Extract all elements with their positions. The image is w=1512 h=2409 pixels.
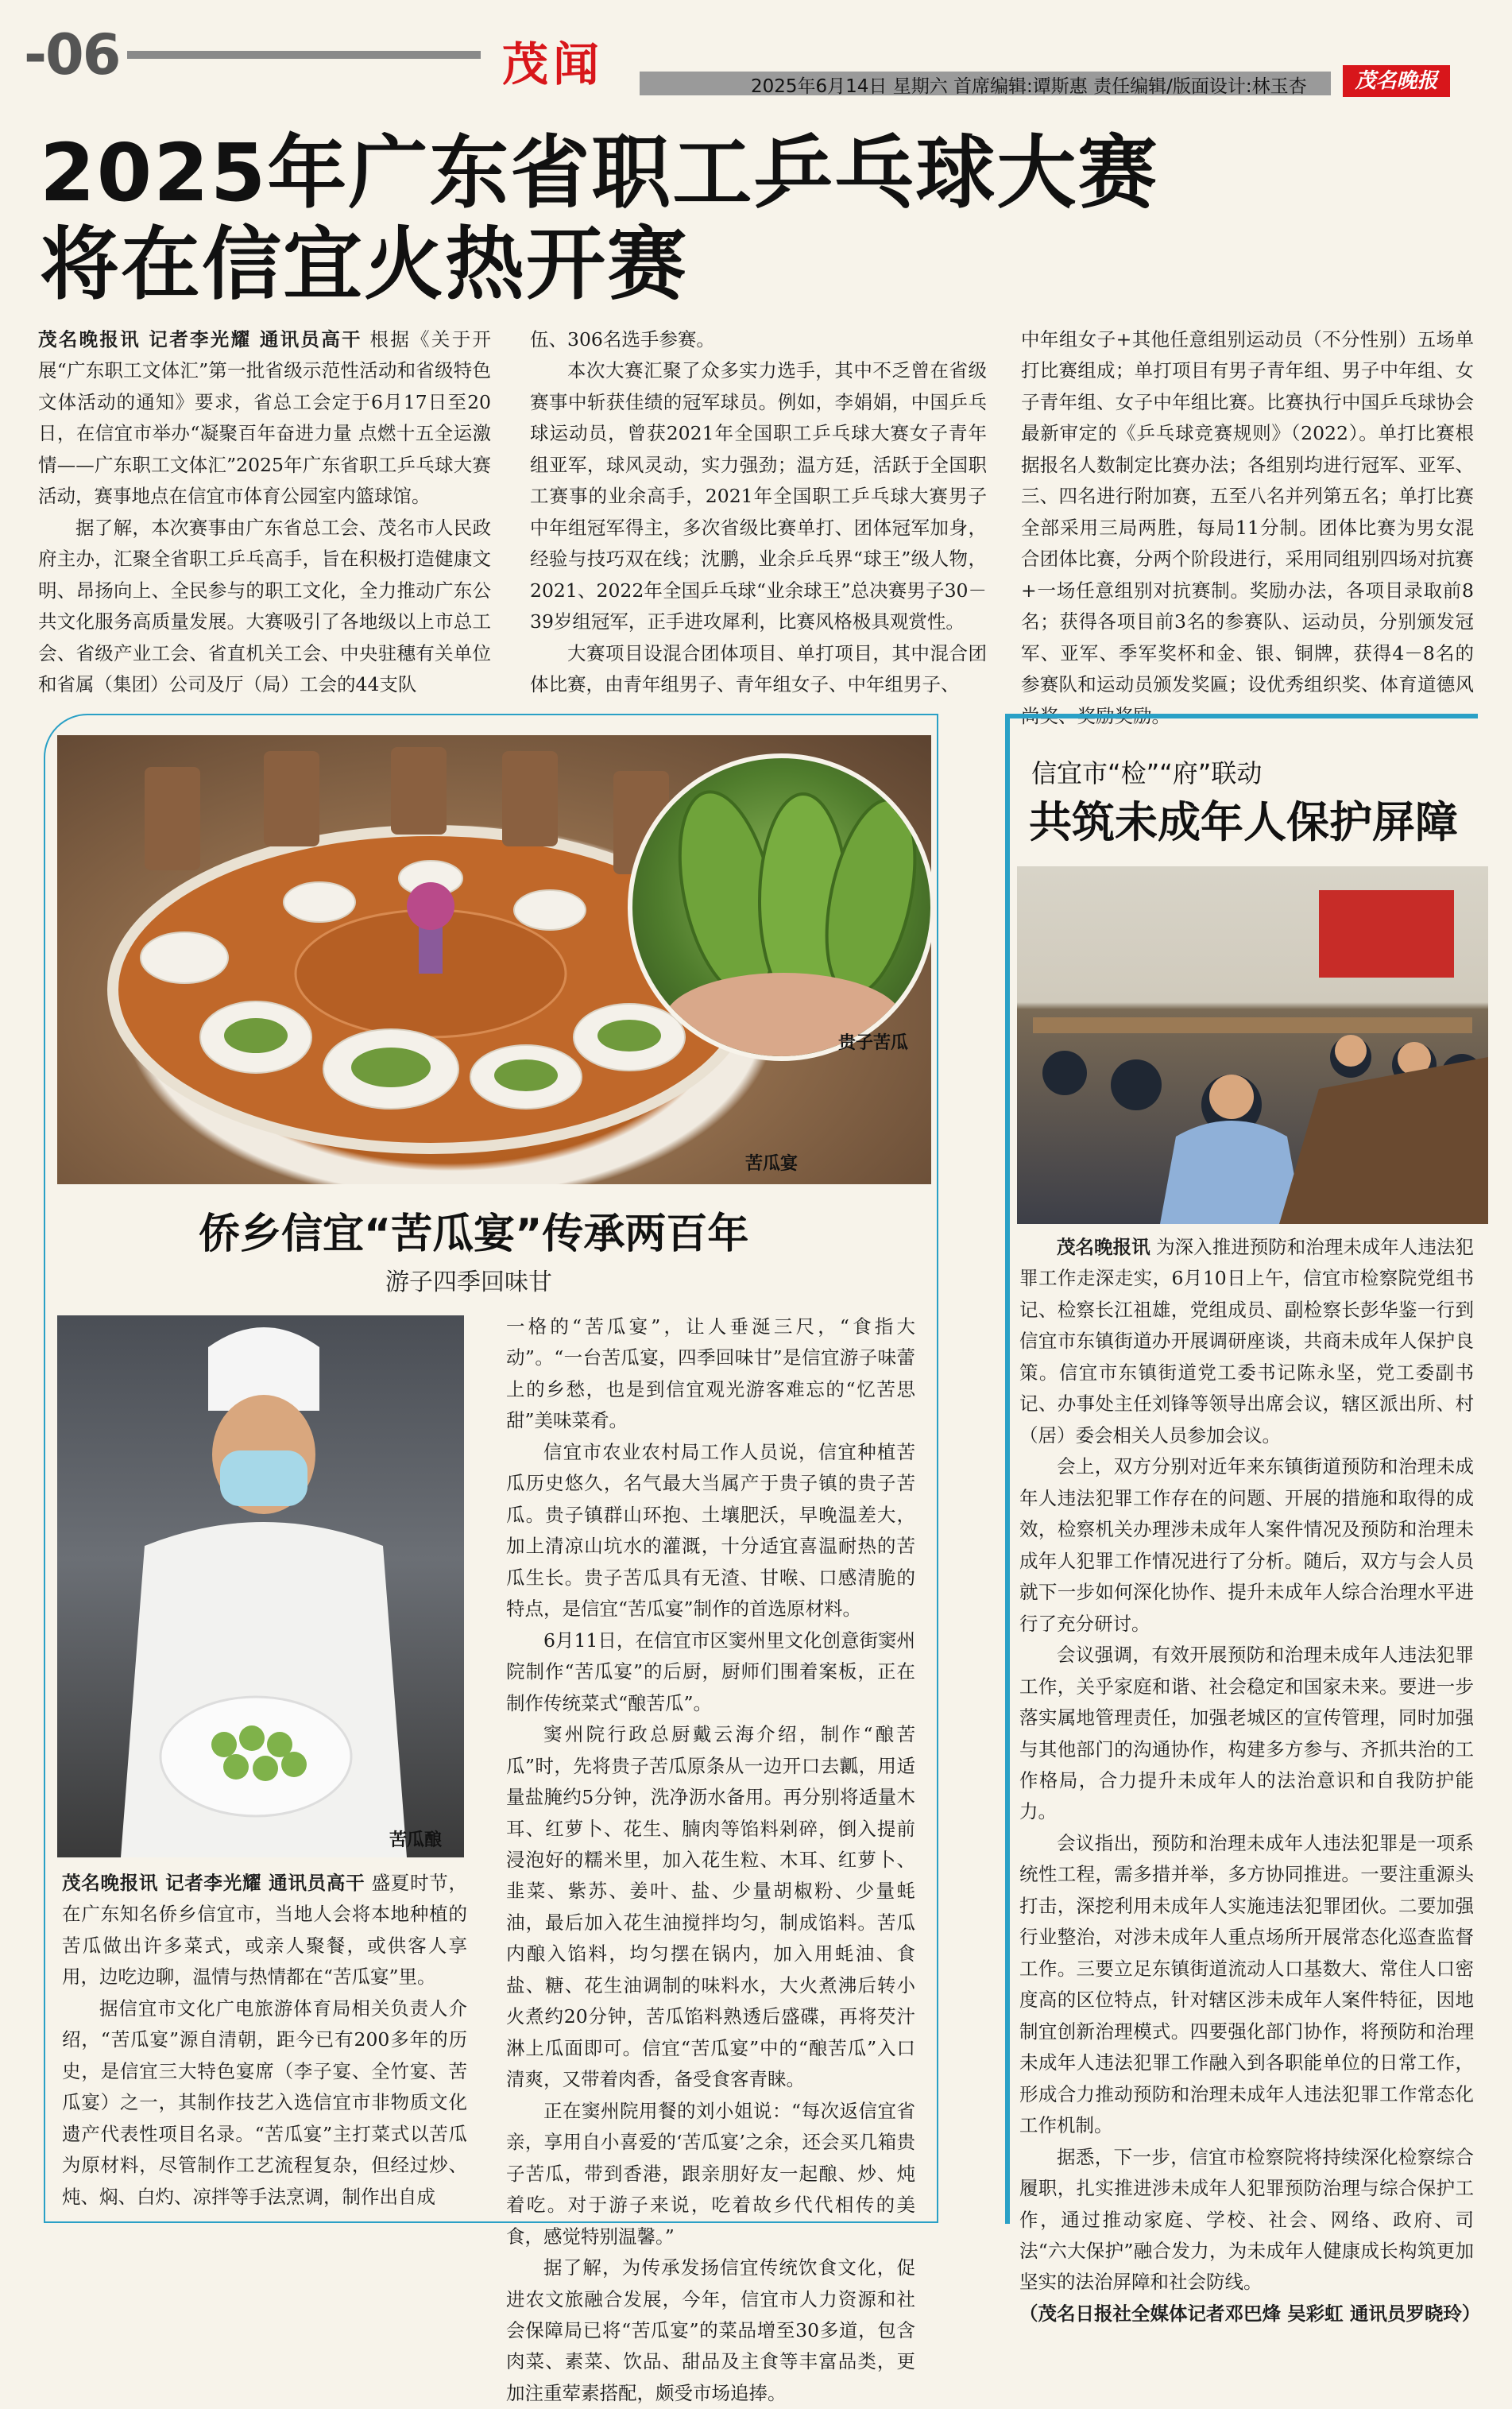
header-info: 2025年6月14日 星期六 首席编辑:谭斯惠 责任编辑/版面设计:林玉杏 (751, 76, 1307, 97)
byline: 茂名晚报讯 (1057, 1236, 1150, 1258)
headline-line1: 2025年广东省职工乒乓球大赛 (40, 126, 1159, 219)
masthead-logo: 茂名晚报 (1343, 65, 1450, 97)
paragraph: 会议强调，有效开展预防和治理未成年人违法犯罪工作，关乎家庭和谐、社会稳定和国家未来。要进一步落实属地管理责任，加强老城区的宣传管理，同时加强与其他部门的沟通协作，构建多方参与、齐抓共治的工作格局，合力提升未成年人的法治意识和自我防护能力。 (1019, 1644, 1474, 1823)
paragraph: 会议指出，预防和治理未成年人违法犯罪是一项系统性工程，需多措并举，多方协同推进。一要注重源头打击，深挖利用未成年人实施违法犯罪团伙。二要加强行业整治，对涉未成年人重点场所开展常态化巡查监督工作。三要立足东镇街道流动人口基数大、常住人口密度高的区位特点，针对辖区涉未成年人案件特征，因地制宜创新治理模式。四要强化部门协作，将预防和治理未成年人违法犯罪工作融入到各职能单位的日常工作，形成合力推动预防和治理未成年人违法犯罪工作常态化工作机制。 (1019, 1831, 1474, 2137)
paragraph: 一格的“苦瓜宴”，让人垂涎三尺，“食指大动”。“一台苦瓜宴，四季回味甘”是信宜游子味蕾上的乡愁，也是到信宜观光游客难忘的“忆苦思甜”美味菜肴。 (506, 1315, 915, 1432)
headline-line2: 将在信宜火热开赛 (40, 218, 688, 311)
paragraph: 据了解，为传承发扬信宜传统饮食文化，促进农文旅融合发展，今年，信宜市人力资源和社会保障局已将“苦瓜宴”的菜品增至30多道，包含肉菜、素菜、饮品、甜品及主食等丰富品类，更加注重荤素搭配，颇受市场追捧。 (506, 2256, 915, 2404)
paragraph: 据信宜市文化广电旅游体育局相关负责人介绍，“苦瓜宴”源自清朝，距今已有200多年的历史，是信宜三大特色宴席（李子宴、全竹宴、苦瓜宴）之一，其制作技艺入选信宜市非物质文化遗产代表性项目名录。“苦瓜宴”主打菜式以苦瓜为原材料，尽管制作工艺流程复杂，但经过炒、炖、焖、白灼、凉拌等手法烹调，制作出自成 (62, 1997, 467, 2208)
side-article-body (1019, 1232, 1481, 2330)
chef-illustration (57, 1315, 464, 1857)
paragraph-text: 根据《关于开展“广东职工文体汇”第一批省级示范性活动和省级特色文体活动的通知》要求，省总工会定于6月17日至20日，在信宜市举办“凝聚百年奋进力量 点燃十五全运激情——广东职工文体汇”2025年广东省职工乒乓球大赛活动，赛事地点在信宜市体育公园室内篮球馆。 (38, 328, 491, 508)
paragraph: 伍、306名选手参赛。 (530, 328, 715, 351)
feature-subtitle: 游子四季回味甘 (385, 1268, 552, 1296)
side-kicker: 信宜市“检”“府”联动 (1031, 758, 1263, 788)
paragraph: 据悉，下一步，信宜市检察院将持续深化检察综合履职，扎实推进涉未成年人犯罪预防治理与综合保护工作，通过推动家庭、学校、社会、网络、政府、司法“六大保护”融合发力，为未成年人健康成长构筑更加坚实的法治屏障和社会防线。 (1019, 2145, 1474, 2294)
paragraph: 信宜市农业农村局工作人员说，信宜种植苦瓜历史悠久，名气最大当属产于贵子镇的贵子苦瓜。贵子镇群山环抱、土壤肥沃，早晚温差大，加上清凉山坑水的灌溉，十分适宜喜温耐热的苦瓜生长。贵子苦瓜具有无渣、甘喉、口感清脆的特点，是信宜“苦瓜宴”制作的首选原材料。 (506, 1440, 915, 1621)
paragraph: 本次大赛汇聚了众多实力选手，其中不乏曾在省级赛事中斩获佳绩的冠军球员。例如，李娟娟，中国乒乓球运动员，曾获2021年全国职工乒乓球大赛女子青年组亚军，球风灵动，实力强劲；温方廷，活跃于全国职工赛事的业余高手，2021年全国职工乒乓球大赛男子中年组冠军得主，多次省级比赛单打、团体冠军加身，经验与技巧双在线；沈鹏，业余乒乓界“球王”级人物，2021、2022年全国乒乓球“业余球王”总决赛男子30－39岁组冠军，正手进攻犀利，比赛风格极具观赏性。 (530, 359, 987, 633)
paragraph: 窦州院行政总厨戴云海介绍，制作“酿苦瓜”时，先将贵子苦瓜原条从一边开口去瓤，用适量盐腌约5分钟，洗净沥水备用。再分别将适量木耳、红萝卜、花生、腩肉等馅料剁碎，倒入提前浸泡好的糯米里，加入花生粒、木耳、红萝卜、韭菜、紫苏、姜叶、盐、少量胡椒粉、少量蚝油，最后加入花生油搅拌均匀，制成馅料。苦瓜内酿入馅料，均匀摆在锅内，加入用蚝油、食盐、糖、花生油调制的味料水，大火煮沸后转小火煮约20分钟，苦瓜馅料熟透后盛碟，再将芡汁淋上瓜面即可。信宜“苦瓜宴”中的“酿苦瓜”入口清爽，又带着肉香，备受食客青睐。 (506, 1723, 915, 2091)
chef-photo (57, 1315, 464, 1857)
feature-col-right (506, 1311, 915, 2409)
paragraph: 据了解，本次赛事由广东省总工会、茂名市人民政府主办，汇聚全省职工乒乓高手，旨在积极打造健康文明、昂扬向上、全民参与的职工文化，全力推动广东公共文化服务高质量发展。大赛吸引了各地级以上市总工会、省级产业工会、省直机关工会、中央驻穗有关单位和省属（集团）公司及厅（局）工会的44支队 (38, 516, 491, 696)
byline: 茂名晚报讯 记者李光耀 通讯员高干 (62, 1872, 365, 1894)
main-article-col3 (1021, 324, 1474, 732)
main-article-col1 (38, 324, 491, 701)
bitter-gourd-photo (628, 753, 935, 1061)
side-credit: （茂名日报社全媒体记者邓巴烽 吴彩虹 通讯员罗晓玲） (1019, 2302, 1481, 2325)
page-number: -06 (24, 22, 120, 87)
side-panel-top-rule (1005, 714, 1478, 718)
paragraph: 会上，双方分别对近年来东镇街道预防和治理未成年人违法犯罪工作存在的问题、开展的措施和取得的成效，检察机关办理涉未成年人案件情况及预防和治理未成年人犯罪工作情况进行了分析。随后，双方与会人员就下一步如何深化协作、提升未成年人综合治理水平进行了充分研讨。 (1019, 1455, 1474, 1635)
paragraph (38, 324, 491, 513)
meeting-illustration (1017, 866, 1488, 1224)
byline: 茂名晚报讯 记者李光耀 通讯员高干 (38, 328, 362, 351)
paragraph-text: 盛夏时节，在广东知名侨乡信宜市，当地人会将本地种植的苦瓜做出许多菜式，或亲人聚餐，或供客人享用，边吃边聊，温情与热情都在“苦瓜宴”里。 (62, 1872, 467, 1989)
paragraph: 中年组女子+其他任意组别运动员（不分性别）五场单打比赛组成；单打项目有男子青年组、男子中年组、女子青年组、女子中年组比赛。比赛执行中国乒乓球协会最新审定的《乒乓球竞赛规则》（2022）。单打比赛根据报名人数制定比赛办法；各组别均进行冠军、亚军、三、四名进行附加赛，五至八名并列第五名；单打比赛全部采用三局两胜，每局11分制。团体比赛为男女混合团体比赛，分两个阶段进行，采用同组别四场对抗赛+一场任意组别对抗赛制。奖励办法，各项目录取前8名；获得各项目前3名的参赛队、运动员，分别颁发冠军、亚军、季军奖杯和金、银、铜牌，获得4－8名的参赛队和运动员颁发奖匾；设优秀组织奖、体育道德风 (1021, 328, 1474, 696)
feature-col-left (62, 1868, 467, 2213)
photo-caption-chef: 苦瓜酿 (389, 1830, 443, 1850)
section-title: 茂闻 (502, 37, 605, 91)
paragraph (1019, 1232, 1474, 1451)
photo-caption-banquet: 苦瓜宴 (745, 1154, 799, 1174)
photo-caption-gourd: 贵子苦瓜 (838, 1033, 909, 1053)
paragraph: 6月11日，在信宜市区窦州里文化创意街窦州院制作“苦瓜宴”的后厨，厨师们围着案板，正在制作传统菜式“酿苦瓜”。 (506, 1629, 915, 1714)
meeting-photo (1017, 866, 1488, 1224)
paragraph: 正在窦州院用餐的刘小姐说：“每次返信宜省亲，享用自小喜爱的‘苦瓜宴’之余，还会买几箱贵子苦瓜，带到香港，跟亲朋好友一起酿、炒、炖着吃。对于游子来说，吃着故乡代代相传的美食，感觉特别温馨。” (506, 2099, 915, 2248)
side-panel-left-rule (1005, 714, 1010, 2224)
feature-title: 侨乡信宜“苦瓜宴”传承两百年 (199, 1210, 749, 1258)
side-title: 共筑未成年人保护屏障 (1029, 797, 1458, 847)
paragraph (62, 1868, 467, 1993)
main-article-col2 (530, 324, 987, 701)
paragraph: 大赛项目设混合团体项目、单打项目，其中混合团体比赛，由青年组男子、青年组女子、中年组男子、 (530, 641, 987, 696)
header-rule-left (127, 51, 481, 59)
paragraph-text: 为深入推进预防和治理未成年人违法犯罪工作走深走实，6月10日上午，信宜市检察院党组书记、检察长江祖雄，党组成员、副检察长彭华鉴一行到信宜市东镇街道办开展调研座谈，共商未成年人保护良策。信宜市东镇街道党工委书记陈永坚，党工委副书记、办事处主任刘锋等领导出席会议，辖区派出所、村（居）委会相关人员参加会议。 (1019, 1236, 1474, 1447)
bitter-gourd-illustration (632, 758, 930, 1056)
